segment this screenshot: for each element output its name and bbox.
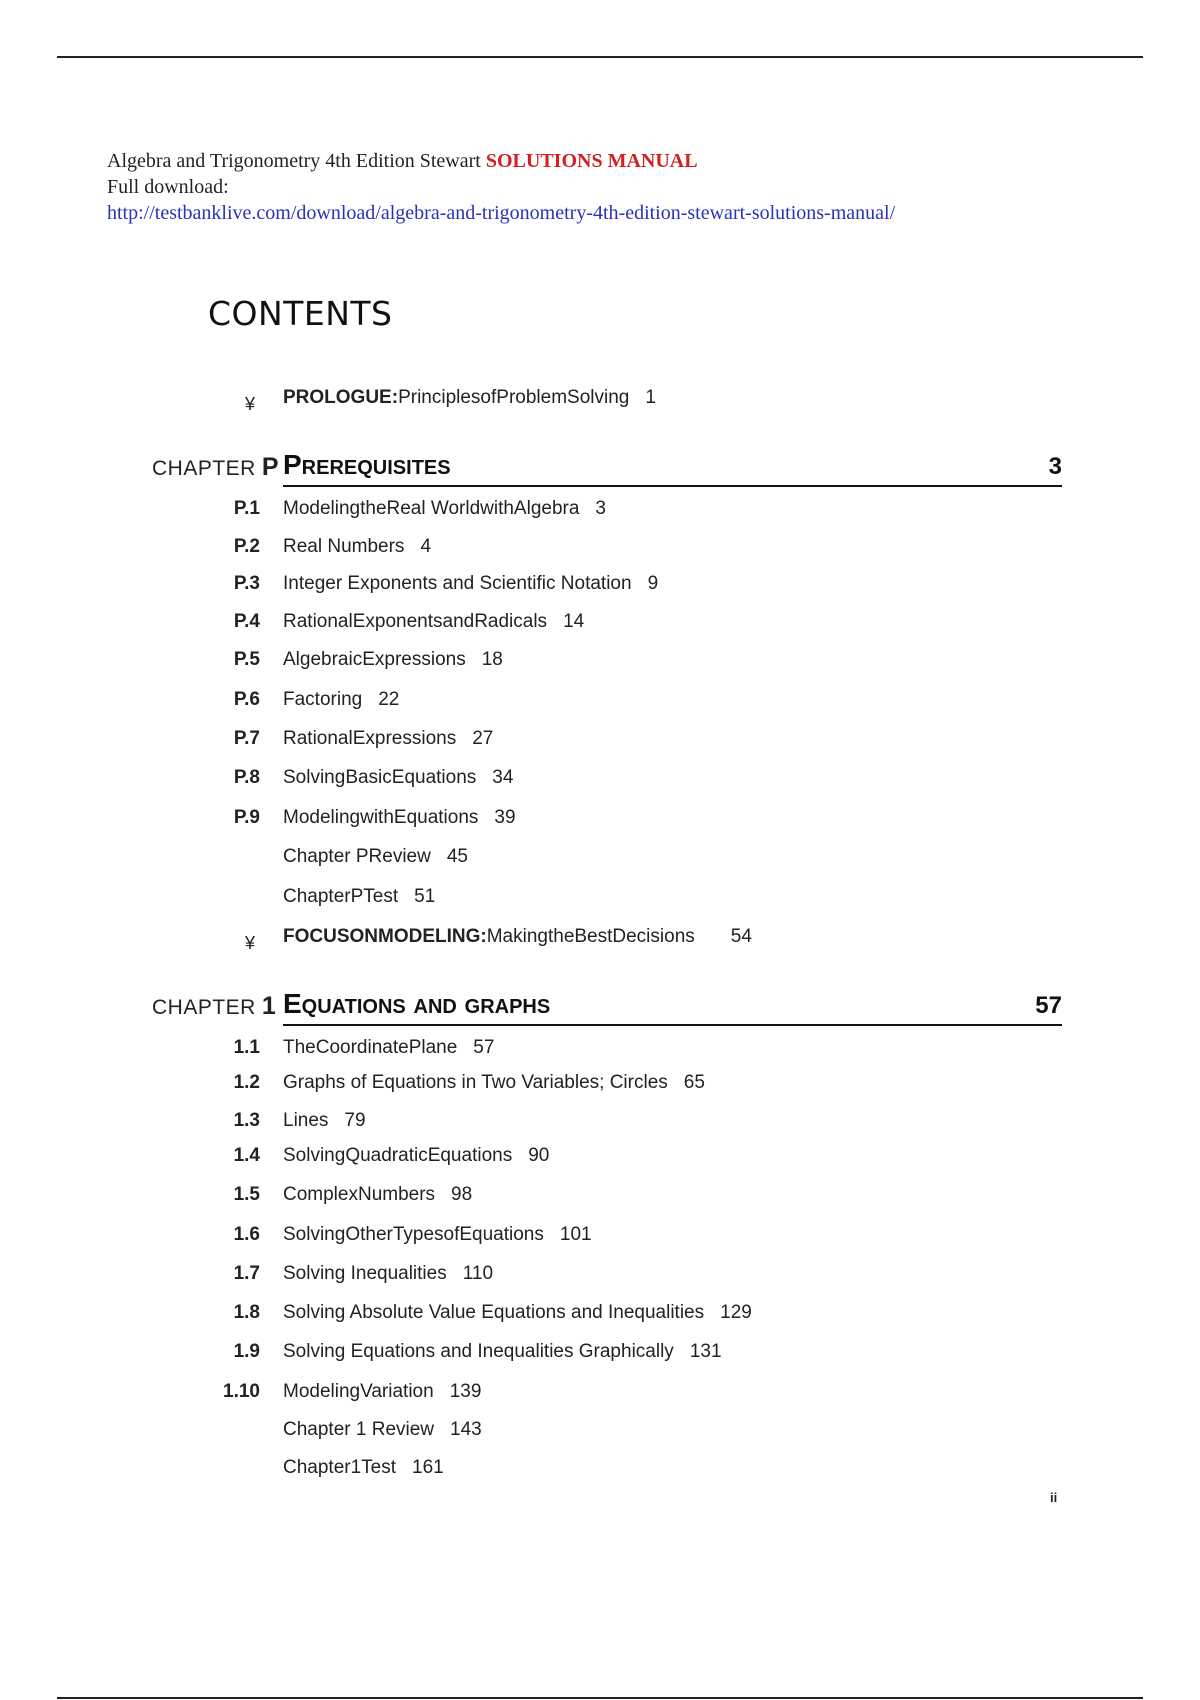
toc-row — [0, 535, 1200, 559]
section-page: 131 — [689, 1341, 722, 1362]
section-entry — [283, 845, 468, 869]
toc-row — [0, 1071, 1200, 1095]
section-page: 143 — [450, 1419, 482, 1440]
page-number: ii — [1050, 1490, 1058, 1505]
chapter-number: 1 — [261, 992, 277, 1020]
section-number: P.6 — [233, 689, 260, 710]
section-entry — [283, 1036, 494, 1060]
section-number: 1.10 — [223, 1381, 260, 1402]
section-entry — [283, 1340, 722, 1364]
section-title: Factoring — [283, 689, 363, 710]
focus-title: MakingtheBestDecisions — [486, 926, 695, 947]
section-title: RationalExpressions — [283, 728, 457, 749]
chapter-underline — [283, 485, 1062, 487]
section-page: 110 — [462, 1263, 494, 1284]
toc-row — [0, 845, 1200, 869]
bottom-rule — [57, 1697, 1143, 1699]
section-entry — [283, 1380, 481, 1404]
section-title: Solving Inequalities — [283, 1263, 447, 1284]
toc-row — [0, 1340, 1200, 1364]
section-page: 45 — [446, 846, 468, 867]
toc-row — [0, 1456, 1200, 1480]
chapter-1-heading — [152, 986, 1062, 1026]
section-number: 1.4 — [233, 1145, 260, 1166]
toc-row — [0, 1223, 1200, 1247]
download-link[interactable]: http://testbanklive.com/download/algebra-and-trigonometry-4th-edition-stewart-solutions-manual/ — [107, 202, 896, 224]
section-page: 139 — [449, 1381, 482, 1402]
section-title: ComplexNumbers — [283, 1184, 436, 1205]
focus-row — [0, 925, 1200, 953]
top-rule — [57, 56, 1143, 58]
section-page: 39 — [494, 807, 516, 828]
section-entry — [283, 885, 435, 909]
section-page: 34 — [492, 767, 514, 788]
bullet-icon: ¥ — [244, 394, 255, 414]
focus-page: 54 — [730, 926, 752, 947]
section-title: AlgebraicExpressions — [283, 649, 466, 670]
toc-row — [0, 610, 1200, 634]
toc-row — [0, 497, 1200, 521]
section-entry — [283, 610, 584, 634]
prologue-row — [0, 386, 1200, 414]
section-page: 3 — [595, 498, 606, 519]
section-title: Chapter1Test — [283, 1457, 397, 1478]
section-title: ChapterPTest — [283, 886, 399, 907]
bullet-icon: ¥ — [244, 933, 255, 953]
prologue-label: PROLOGUE: — [283, 387, 399, 408]
section-number: 1.8 — [233, 1302, 260, 1323]
book-title-line — [107, 148, 895, 174]
section-page: 27 — [472, 728, 494, 749]
chapter-title: Equations and graphs — [283, 988, 551, 1019]
toc-row — [0, 688, 1200, 712]
section-page: 51 — [414, 886, 436, 907]
section-title: Chapter PReview — [283, 846, 431, 867]
section-entry — [283, 497, 606, 521]
section-number: 1.2 — [233, 1072, 260, 1093]
section-title: SolvingBasicEquations — [283, 767, 477, 788]
section-title: RationalExponentsandRadicals — [283, 611, 548, 632]
toc-row — [0, 766, 1200, 790]
toc-row — [0, 1380, 1200, 1404]
section-title: ModelingwithEquations — [283, 807, 479, 828]
toc-row — [0, 1183, 1200, 1207]
chapter-page: 57 — [1035, 992, 1062, 1019]
section-number: P.8 — [233, 767, 260, 788]
section-number: 1.7 — [233, 1263, 260, 1284]
section-page: 65 — [683, 1072, 705, 1093]
section-number: 1.6 — [233, 1224, 260, 1245]
section-page: 14 — [563, 611, 585, 632]
toc-row — [0, 572, 1200, 596]
section-entry — [283, 1109, 366, 1133]
section-number: P.4 — [233, 611, 260, 632]
section-entry — [283, 1183, 472, 1207]
section-entry — [283, 1223, 592, 1247]
toc-row — [0, 1301, 1200, 1325]
section-number: 1.9 — [233, 1341, 260, 1362]
toc-row — [0, 727, 1200, 751]
chapter-title: Prerequisites — [283, 449, 451, 480]
section-page: 129 — [720, 1302, 752, 1323]
section-page: 98 — [451, 1184, 473, 1205]
contents-heading: CONTENTS — [208, 294, 393, 333]
section-entry — [283, 1418, 482, 1442]
section-number: P.9 — [233, 807, 260, 828]
chapter-p-heading — [152, 447, 1062, 487]
section-title: Integer Exponents and Scientific Notation — [283, 573, 632, 594]
section-number: P.2 — [233, 536, 260, 557]
prologue-title: PrinciplesofProblemSolving — [398, 387, 630, 408]
section-title: SolvingOtherTypesofEquations — [283, 1224, 544, 1245]
book-title: Algebra and Trigonometry 4th Edition Stewart — [107, 150, 486, 172]
section-title: Real Numbers — [283, 536, 405, 557]
section-page: 90 — [528, 1145, 550, 1166]
section-number: P.1 — [233, 498, 260, 519]
chapter-label: CHAPTER 1 — [152, 992, 277, 1020]
section-entry — [283, 1456, 444, 1480]
section-entry — [283, 535, 431, 559]
section-title: TheCoordinatePlane — [283, 1037, 458, 1058]
section-entry — [283, 1144, 549, 1168]
section-page: 18 — [481, 649, 503, 670]
section-page: 161 — [412, 1457, 444, 1478]
section-entry — [283, 1262, 493, 1286]
chapter-page: 3 — [1048, 453, 1062, 480]
section-entry — [283, 806, 516, 830]
section-title: Solving Absolute Value Equations and Inequalities — [283, 1302, 705, 1323]
section-entry — [283, 572, 658, 596]
focus-label: FOCUSONMODELING: — [283, 926, 487, 947]
section-entry — [283, 766, 513, 790]
section-page: 9 — [647, 573, 659, 594]
section-page: 101 — [559, 1224, 592, 1245]
download-header — [107, 148, 895, 226]
section-number: P.7 — [233, 728, 260, 749]
toc-row — [0, 885, 1200, 909]
toc-row — [0, 1144, 1200, 1168]
solutions-manual-label: SOLUTIONS MANUAL — [485, 150, 698, 172]
toc-row — [0, 1109, 1200, 1133]
section-page: 22 — [378, 689, 400, 710]
full-download-label: Full download: — [107, 176, 229, 198]
chapter-label: CHAPTER P — [152, 453, 280, 481]
section-page: 4 — [420, 536, 432, 557]
toc-row — [0, 648, 1200, 672]
toc-row — [0, 1262, 1200, 1286]
section-title: Chapter 1 Review — [283, 1419, 435, 1440]
chapter-underline — [283, 1024, 1062, 1026]
section-entry — [283, 1071, 705, 1095]
section-page: 57 — [473, 1037, 495, 1058]
section-entry — [283, 1301, 752, 1325]
toc-row — [0, 806, 1200, 830]
section-title: ModelingVariation — [283, 1381, 434, 1402]
focus-entry — [283, 925, 752, 949]
section-title: Solving Equations and Inequalities Graphically — [283, 1341, 674, 1362]
section-entry — [283, 648, 503, 672]
section-number: 1.1 — [233, 1037, 260, 1058]
toc-row — [0, 1418, 1200, 1442]
prologue-page: 1 — [645, 387, 656, 408]
section-number: 1.3 — [233, 1110, 260, 1131]
section-number: P.3 — [233, 573, 260, 594]
section-entry — [283, 727, 493, 751]
chapter-letter: P — [261, 453, 280, 481]
section-title: Graphs of Equations in Two Variables; Circles — [283, 1072, 668, 1093]
section-title: SolvingQuadraticEquations — [283, 1145, 513, 1166]
section-page: 79 — [344, 1110, 366, 1131]
section-number: P.5 — [233, 649, 260, 670]
section-title: ModelingtheReal WorldwithAlgebra — [283, 498, 580, 519]
section-entry — [283, 688, 399, 712]
section-number: 1.5 — [233, 1184, 260, 1205]
toc-row — [0, 1036, 1200, 1060]
section-title: Lines — [283, 1110, 329, 1131]
prologue-entry — [283, 386, 656, 410]
